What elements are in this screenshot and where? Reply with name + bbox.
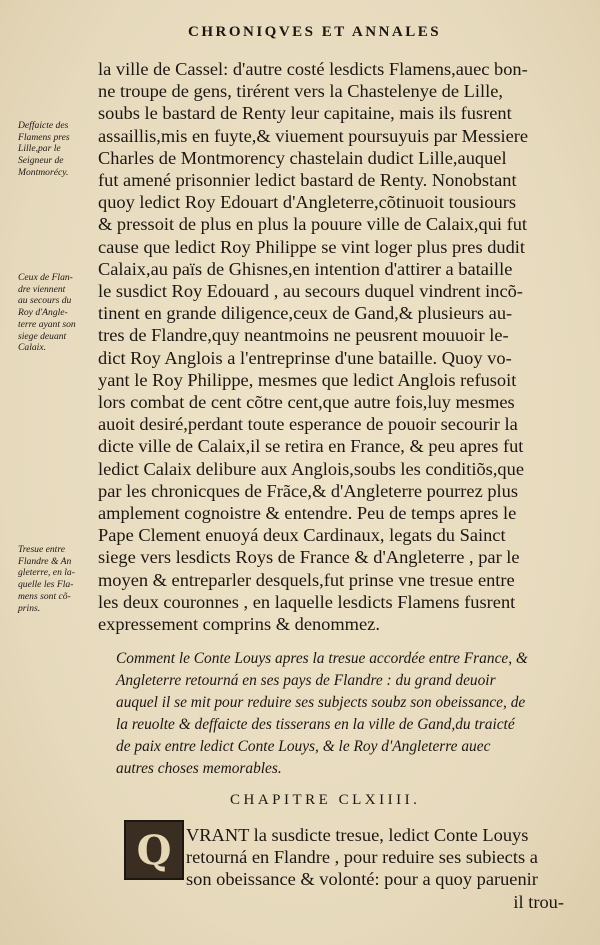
text-line: soubs le bastard de Renty leur capitaine, mais ils fusrent bbox=[98, 103, 512, 124]
chapter-summary bbox=[116, 648, 566, 780]
margin-note-line: dre viennent bbox=[18, 283, 66, 295]
text-line: la ville de Cassel: d'autre costé lesdicts Flamens,auec bon- bbox=[98, 59, 528, 79]
text-line: tinent en grande diligence,ceux de Gand,& plusieurs au- bbox=[98, 303, 513, 324]
margin-note-line: quelle les Fla- bbox=[18, 579, 74, 591]
margin-note-line: Roy d'Angle- bbox=[18, 307, 68, 319]
text-line: Charles de Montmorency chastelain dudict Lille,auquel bbox=[98, 147, 507, 168]
text-line: tres de Flandre,quy neantmoins ne peusrent mouuoir le- bbox=[98, 325, 509, 346]
margin-note-line: terre ayant son bbox=[18, 318, 76, 330]
text-line: le susdict Roy Edouard , au secours duquel vindrent incõ- bbox=[98, 281, 523, 302]
text-line: yant le Roy Philippe, mesmes que ledict Anglois refusoit bbox=[98, 369, 517, 390]
text-line: par les chronicques de Frãce,& d'Angleterre pourrez plus bbox=[98, 480, 519, 501]
text-line: & pressoit de plus en plus la pouure ville de Calaix,qui fut bbox=[98, 214, 528, 235]
text-line: ledict Calaix delibure aux Anglois,soubs les conditiõs,que bbox=[98, 458, 524, 479]
text-line: expressement comprins & denommez. bbox=[98, 614, 380, 635]
summary-line: Comment le Conte Louys apres la tresue accordée entre France, & bbox=[116, 650, 528, 667]
chapter-line-catchword: il trou- bbox=[513, 891, 564, 912]
margin-note-line: mens sont cõ- bbox=[18, 590, 71, 602]
summary-line: la reuolte & deffaicte des tisserans en la ville de Gand,du traicté bbox=[116, 716, 515, 733]
chapter-text bbox=[186, 824, 564, 913]
margin-note-line: Montmorécy. bbox=[18, 166, 69, 178]
margin-note-truce bbox=[18, 544, 94, 614]
margin-note-flanders-aid bbox=[18, 272, 94, 354]
running-head: CHRONIQVES ET ANNALES bbox=[188, 24, 442, 40]
summary-line: autres choses memorables. bbox=[116, 760, 282, 777]
margin-note-line: Ceux de Flan- bbox=[18, 272, 73, 283]
margin-note-line: Deffaicte des bbox=[18, 120, 69, 131]
margin-note-line: Lille,par le bbox=[18, 143, 61, 155]
margin-note-line: siege deuant bbox=[18, 330, 67, 342]
summary-line: de paix entre ledict Conte Louys, & le Roy d'Angleterre auec bbox=[116, 738, 491, 755]
margin-note-line: Seigneur de bbox=[18, 155, 64, 167]
margin-note-line: Flamens pres bbox=[18, 131, 70, 143]
text-line: auoit desiré,perdant toute esperance de pouoir secourir la bbox=[98, 414, 518, 435]
chapter-line: retourná en Flandre , pour reduire ses subiects a bbox=[186, 847, 538, 868]
text-line: assaillis,mis en fuyte,& viuement poursuyuis par Messiere bbox=[98, 125, 529, 146]
margin-note-line: Calaix. bbox=[18, 342, 46, 354]
margin-note-line: gleterre, en la- bbox=[18, 567, 75, 579]
margin-note-line: au secours du bbox=[18, 295, 72, 307]
margin-note-line: Tresue entre bbox=[18, 544, 65, 555]
margin-note-line: prins. bbox=[18, 602, 41, 614]
text-line: quoy ledict Roy Edouart d'Angleterre,cõtinuoit tousiours bbox=[98, 192, 517, 213]
decorated-initial bbox=[124, 820, 184, 880]
text-line: amplement cognoistre & entendre. Peu de temps apres le bbox=[98, 503, 517, 524]
main-text bbox=[98, 58, 560, 635]
text-line: les deux couronnes , en laquelle lesdicts Flamens fusrent bbox=[98, 591, 516, 612]
text-line: Pape Clement enuoyá deux Cardinaux, legats du Sainct bbox=[98, 525, 506, 546]
text-line: lors combat de cent cõtre cent,que autre fois,luy mesmes bbox=[98, 392, 515, 413]
text-line: ne troupe de gens, tirérent vers la Chastelenye de Lille, bbox=[98, 81, 503, 102]
text-line: dict Roy Anglois a l'entreprinse d'une bataille. Quoy vo- bbox=[98, 347, 512, 368]
margin-note-defeat-near-lille bbox=[18, 120, 94, 179]
text-line: fut amené prisonnier ledict bastard de Renty. Nonobstant bbox=[98, 170, 517, 191]
initial-letter: Q bbox=[136, 826, 172, 874]
chapter-heading: CHAPITRE CLXIIII. bbox=[230, 792, 421, 808]
summary-line: Angleterre retourná en ses pays de Flandre : du grand deuoir bbox=[116, 672, 496, 689]
chapter-line: son obeissance & volonté: pour a quoy paruenir bbox=[186, 869, 538, 890]
text-line: Calaix,au païs de Ghisnes,en intention d'attirer a bataille bbox=[98, 258, 513, 279]
text-line: cause que ledict Roy Philippe se vint loger plus pres dudit bbox=[98, 236, 525, 257]
text-line: moyen & entreparler desquels,fut prinse vne tresue entre bbox=[98, 569, 515, 590]
text-line: dicte ville de Calaix,il se retira en France, & peu apres fut bbox=[98, 436, 524, 457]
chapter-line: VRANT la susdicte tresue, ledict Conte Louys bbox=[186, 825, 529, 845]
text-line: siege vers lesdicts Roys de France & d'Angleterre , par le bbox=[98, 547, 520, 568]
summary-line: auquel il se mit pour reduire ses subjects soubz son obeissance, de bbox=[116, 694, 526, 711]
margin-note-line: Flandre & An bbox=[18, 555, 72, 567]
